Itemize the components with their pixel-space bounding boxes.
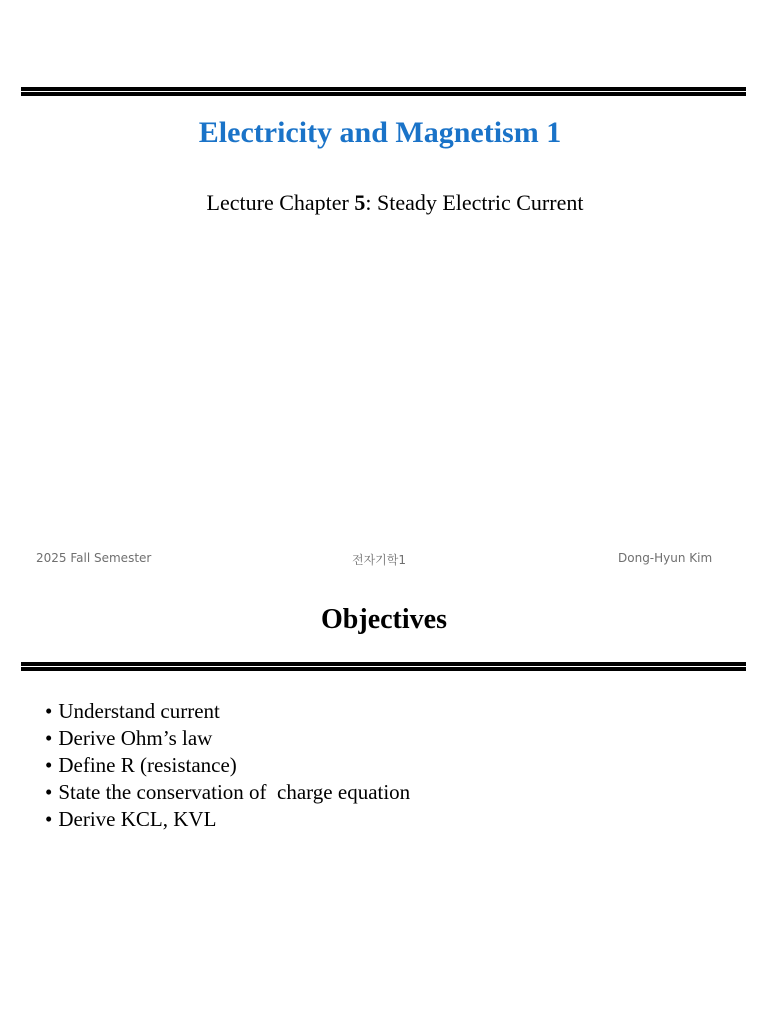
list-item-text: State the conservation of charge equation (58, 780, 411, 804)
list-item (45, 779, 410, 806)
objectives-heading: Objectives (321, 604, 447, 635)
slide-subtitle (0, 190, 768, 216)
top-rule-thick-1 (21, 87, 746, 91)
list-item (45, 725, 410, 752)
list-item-text: Derive KCL, KVL (58, 807, 217, 831)
footer-author: Dong-Hyun Kim (618, 551, 713, 565)
subtitle-suffix: : Steady Electric Current (365, 190, 584, 215)
footer-semester: 2025 Fall Semester (36, 551, 152, 565)
slide-title: Electricity and Magnetism 1 (198, 116, 562, 149)
bullet-icon: • (45, 780, 53, 804)
objectives-list (45, 698, 410, 833)
list-item-text: Define R (resistance) (58, 753, 237, 777)
bullet-icon: • (45, 807, 53, 831)
list-item-text: Derive Ohm’s law (58, 726, 213, 750)
footer-course: 전자기학1 (352, 553, 407, 567)
bullet-icon: • (45, 699, 53, 723)
list-item-text: Understand current (58, 699, 220, 723)
chapter-number: 5 (354, 190, 366, 215)
bullet-icon: • (45, 753, 53, 777)
subtitle-prefix: Lecture Chapter (206, 190, 355, 215)
objectives-rule-thick-2 (21, 667, 746, 671)
top-rule-thick-2 (21, 92, 746, 96)
list-item (45, 698, 410, 725)
bullet-icon: • (45, 726, 53, 750)
objectives-rule-thick-1 (21, 662, 746, 666)
list-item (45, 806, 410, 833)
list-item (45, 752, 410, 779)
